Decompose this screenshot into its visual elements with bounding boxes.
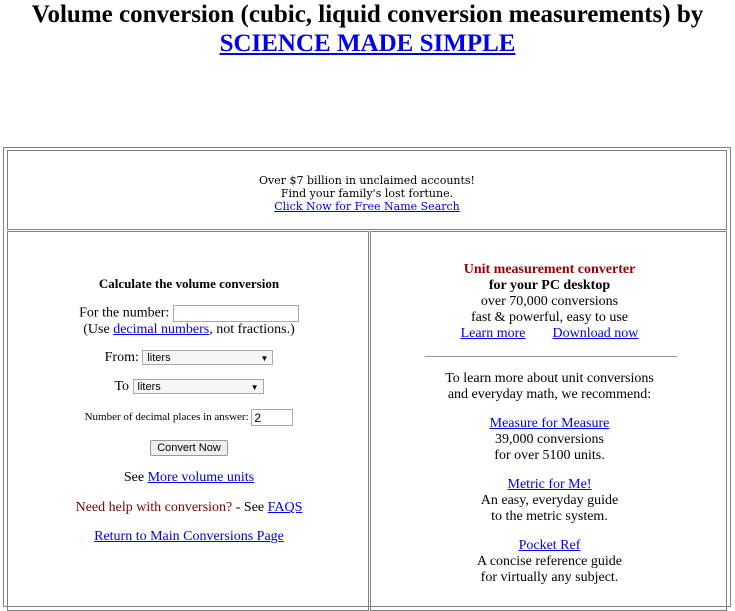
from-unit-select[interactable] <box>142 350 273 365</box>
number-label: For the number: <box>79 305 170 321</box>
pocket-ref-link[interactable]: Pocket Ref <box>518 538 581 553</box>
book3-line2: for virtually any subject. <box>480 570 619 585</box>
main-table <box>3 147 731 607</box>
promo-links <box>371 326 728 342</box>
learn-more-link[interactable]: Learn more <box>460 326 526 341</box>
decimal-hint-prefix: (Use <box>83 322 114 337</box>
return-row <box>8 529 370 545</box>
ad-line2: Find your family's lost fortune. <box>280 187 454 200</box>
book-measure-for-measure <box>371 416 728 464</box>
book-metric-for-me <box>371 477 728 525</box>
recommend-line2: and everyday math, we recommend: <box>447 387 652 402</box>
from-label: From: <box>104 350 139 365</box>
book-pocket-ref <box>371 538 728 586</box>
from-row <box>8 350 370 366</box>
science-made-simple-link[interactable]: SCIENCE MADE SIMPLE <box>219 30 516 57</box>
to-row <box>8 379 370 395</box>
calculator-heading: Calculate the volume conversion <box>98 276 280 291</box>
book1-line1: 39,000 conversions <box>495 432 604 447</box>
recommend-line1: To learn more about unit conversions <box>445 371 654 386</box>
faqs-link[interactable]: FAQS <box>267 500 303 515</box>
promo-title: Unit measurement converter <box>463 262 636 277</box>
decimal-hint <box>8 322 370 338</box>
from-selected-value: liters <box>147 352 171 365</box>
metric-for-me-link[interactable]: Metric for Me! <box>507 477 592 492</box>
help-row <box>8 500 370 516</box>
decimal-places-row <box>8 409 370 426</box>
promo-line2: fast & powerful, easy to use <box>470 310 629 325</box>
ad-name-search-link[interactable]: Click Now for Free Name Search <box>274 200 460 213</box>
promo-subtitle: for your PC desktop <box>488 278 611 293</box>
more-volume-units-link[interactable]: More volume units <box>147 470 255 485</box>
chevron-down-icon: ▼ <box>250 383 259 393</box>
recommend-block <box>371 371 728 403</box>
measure-for-measure-link[interactable]: Measure for Measure <box>489 416 610 431</box>
calculator-panel <box>7 231 369 611</box>
see-text: See <box>123 470 148 485</box>
book3-line1: A concise reference guide <box>477 554 622 569</box>
book1-line2: for over 5100 units. <box>494 448 605 463</box>
promo-block <box>371 262 728 342</box>
decimal-hint-suffix: , not fractions.) <box>209 322 295 337</box>
ad-banner <box>7 150 727 230</box>
to-selected-value: liters <box>137 381 161 394</box>
more-units-row <box>8 470 370 486</box>
number-input[interactable] <box>173 305 299 322</box>
promo-divider <box>425 356 677 357</box>
to-label: To <box>114 379 130 394</box>
promo-line1: over 70,000 conversions <box>480 294 619 309</box>
convert-now-button[interactable]: Convert Now <box>150 440 228 456</box>
book2-line1: An easy, everyday guide <box>480 493 619 508</box>
decimal-places-input[interactable] <box>251 409 293 426</box>
return-main-conversions-link[interactable]: Return to Main Conversions Page <box>94 529 284 544</box>
page-title <box>0 0 735 58</box>
convert-row <box>8 440 370 456</box>
to-unit-select[interactable] <box>133 379 264 394</box>
download-now-link[interactable]: Download now <box>552 326 639 341</box>
ad-line1: Over $7 billion in unclaimed accounts! <box>259 174 475 187</box>
help-see-text: - See <box>232 500 268 515</box>
book2-line2: to the metric system. <box>491 509 608 524</box>
number-row <box>8 305 370 322</box>
decimal-numbers-link[interactable]: decimal numbers <box>113 322 210 337</box>
help-text: Need help with conversion? <box>75 500 233 515</box>
title-text: Volume conversion (cubic, liquid conversion measurements) by <box>31 1 704 28</box>
promo-panel <box>370 231 727 611</box>
chevron-down-icon: ▼ <box>260 354 269 364</box>
decimal-places-label: Number of decimal places in answer: <box>84 411 249 424</box>
